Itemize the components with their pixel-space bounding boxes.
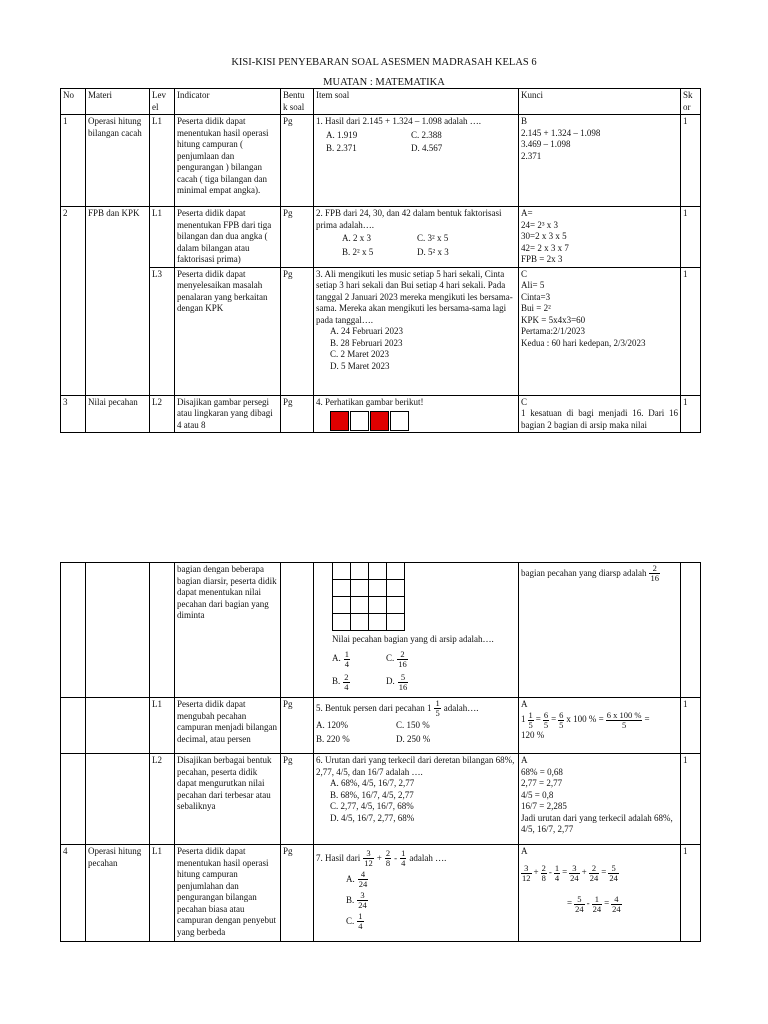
header-materi: Materi xyxy=(86,89,150,115)
table-header-row xyxy=(61,89,701,115)
row-level: L2 xyxy=(150,395,175,433)
table-row xyxy=(61,267,701,395)
row-materi xyxy=(86,754,150,845)
row-kunci xyxy=(519,207,681,268)
row-level: L2 xyxy=(150,754,175,845)
row-materi: Operasi hitung pecahan xyxy=(86,845,150,942)
table-row xyxy=(61,207,701,268)
option-c: C. 2.388 xyxy=(411,129,442,140)
shaded-square xyxy=(370,411,389,431)
row-indikator: Peserta didik dapat menentukan hasil operasi hitung campuran ( penjumlaan dan pengurangan ) bilangan cacah ( tiga bilangan dan minimal empat angka). xyxy=(175,115,281,207)
kunci-line: A= xyxy=(521,208,533,218)
kunci-line: bagian pecahan yang diarsp adalah xyxy=(521,567,647,578)
header-item-soal: Item soal xyxy=(314,89,519,115)
square xyxy=(350,411,369,431)
row-bentuk: Pg xyxy=(281,698,314,754)
square xyxy=(390,411,409,431)
kunci-line: 16/7 = 2,285 xyxy=(521,801,567,811)
option-d: D. 250 % xyxy=(396,733,431,744)
row-item-soal xyxy=(314,207,519,268)
header-no: No xyxy=(61,89,86,115)
row-item-soal xyxy=(314,563,519,698)
option-b: B. 2² x 5 xyxy=(342,246,374,257)
row-indikator: Peserta didik dapat mengubah pecahan campuran menjadi bilangan decimal, atau persen xyxy=(175,698,281,754)
option-a: A. 24 Februari 2023 xyxy=(330,326,403,336)
header-indikator: Indicator xyxy=(175,89,281,115)
header-level: Lev el xyxy=(150,89,175,115)
row-level: L1 xyxy=(150,698,175,754)
question-text: 6. Urutan dari yang terkecil dari deretan bilangan 68%, 2,77, 4/5, dan 16/7 adalah …. xyxy=(316,755,515,777)
kunci-line: 24= 2³ x 3 xyxy=(521,219,559,230)
kunci-line: Kedua : 60 hari kedepan, 2/3/2023 xyxy=(521,337,646,348)
kunci-line: KPK = 5x4x3=60 xyxy=(521,314,586,325)
option-d-label: D. xyxy=(386,676,395,687)
header-bentuk-soal: Bentu k soal xyxy=(281,89,314,115)
header-skor: Sk or xyxy=(681,89,701,115)
table-row xyxy=(61,754,701,845)
option-c: C. 2,77, 4/5, 16/7, 68% xyxy=(330,801,414,811)
row-bentuk: Pg xyxy=(281,395,314,433)
document-title: KISI-KISI PENYEBARAN SOAL ASESMEN MADRASAH KELAS 6 xyxy=(231,57,537,68)
table-row xyxy=(61,698,701,754)
option-a: A. 120% xyxy=(316,720,348,730)
kunci-line: 1 kesatuan di bagi menjadi 16. Dari 16 bagian 2 bagian di arsip maka nilai xyxy=(521,408,678,430)
row-item-soal xyxy=(314,115,519,207)
row-item-soal xyxy=(314,267,519,395)
kunci-line: Jadi urutan dari yang terkecil adalah 68%, 4/5, 16/7, 2,77 xyxy=(521,812,673,834)
row-level: L1 xyxy=(150,115,175,207)
kunci-line: A xyxy=(521,699,528,709)
row-skor: 1 xyxy=(681,207,701,268)
option-d: D. 5² x 3 xyxy=(417,246,449,257)
row-kunci xyxy=(519,267,681,395)
fraction: $\frac{1}{4}$ xyxy=(344,648,349,669)
row-bentuk xyxy=(281,563,314,698)
question-text: 3. Ali mengikuti les music setiap 5 hari sekali, Cinta setiap 3 hari sekali dan Bui setiap 4 hari sekali. Pada tanggal 2 Januari 2023 mereka mengikuti les bersama-sama. Mereka akan mengikuti les bersama-sama lagi pada tanggal…. xyxy=(316,268,513,325)
row-materi: FPB dan KPK xyxy=(86,207,150,396)
row-kunci xyxy=(519,115,681,207)
kunci-line: Pertama:2/1/2023 xyxy=(521,326,585,336)
kunci-line: 2.145 + 1.324 – 1.098 xyxy=(521,127,601,138)
table-row xyxy=(61,845,701,942)
fraction: $\frac{1}{5}$ xyxy=(435,698,440,718)
fraction: $\frac{5}{16}$ xyxy=(398,671,408,692)
option-d: D. 4/5, 16/7, 2,77, 68% xyxy=(330,812,415,823)
option-a: A. 1.919 xyxy=(326,129,358,140)
row-kunci xyxy=(519,754,681,845)
row-kunci xyxy=(519,563,681,698)
kunci-line: 30=2 x 3 x 5 xyxy=(521,231,567,241)
row-no xyxy=(61,754,86,845)
row-no: 1 xyxy=(61,115,86,207)
option-d: D. 5 Maret 2023 xyxy=(330,360,390,371)
row-skor xyxy=(681,563,701,698)
row-kunci: A $\frac{3}{12}$ + $\frac{2}{8}$ - $\frac{1}{4}$ = $\frac{3}{24}$ + $\frac{2}{24}$ = $\frac{5}{24}$ = $\frac{5}{24}$ - $\frac{1}{24}$ = $\frac{4}{24}$ xyxy=(519,845,681,942)
question-text: adalah …. xyxy=(409,852,447,863)
question-text: 5. Bentuk persen dari pecahan 1 xyxy=(316,702,432,713)
kunci-line: 2,77 = 2,77 xyxy=(521,778,563,788)
kunci-line: 120 % xyxy=(521,729,545,740)
kunci-line: C xyxy=(521,268,528,279)
row-item-soal xyxy=(314,698,519,754)
option-a-label: A. xyxy=(332,653,341,664)
row-level: L3 xyxy=(150,267,175,395)
row-materi xyxy=(86,698,150,754)
fraction: $\frac{2}{4}$ xyxy=(344,671,349,692)
row-skor: 1 xyxy=(681,395,701,433)
option-c-label: C. xyxy=(386,653,395,664)
kunci-line: B xyxy=(521,116,528,126)
row-item-soal xyxy=(314,754,519,845)
table-row xyxy=(61,115,701,207)
question-text: adalah…. xyxy=(443,702,479,713)
kunci-line: A xyxy=(521,755,528,765)
kunci-line: 42= 2 x 3 x 7 xyxy=(521,242,569,253)
option-b: B. 2.371 xyxy=(326,143,357,153)
kunci-line: 3.469 – 1.098 xyxy=(521,139,571,149)
row-item-soal xyxy=(314,395,519,433)
question-text: 2. FPB dari 24, 30, dan 42 dalam bentuk faktorisasi prima adalah…. xyxy=(316,208,502,230)
row-indikator: bagian dengan beberapa bagian diarsir, peserta didik dapat menentukan nilai pecahan dari bagian yang diminta xyxy=(175,563,281,698)
row-kunci: A 1 $\frac{1}{5}$ = $\frac{6}{5}$ = $\frac{6}{5}$ x 100 % = $\frac{6 x 100 \%}{5}$ = 120 % xyxy=(519,698,681,754)
row-level: L1 xyxy=(150,207,175,268)
row-bentuk: Pg xyxy=(281,267,314,395)
fraction: $\frac{2}{16}$ xyxy=(398,648,407,669)
option-b: B. 220 % xyxy=(316,733,350,744)
question-text: 4. Perhatikan gambar berikut! xyxy=(316,396,424,407)
row-level xyxy=(150,563,175,698)
shaded-square xyxy=(330,411,349,431)
header-kunci: Kunci xyxy=(519,89,681,115)
row-indikator: Peserta didik dapat menentukan FPB dari tiga bilangan dan dua angka ( dalam bilangan atau faktorisasi prima) xyxy=(175,207,281,268)
row-no: 4 xyxy=(61,845,86,942)
kunci-line: Ali= 5 xyxy=(521,280,545,290)
table-row xyxy=(61,563,701,698)
option-d: D. 4.567 xyxy=(411,143,443,153)
row-skor: 1 xyxy=(681,754,701,845)
kunci-line: A xyxy=(521,846,528,856)
row-no xyxy=(61,563,86,698)
row-bentuk: Pg xyxy=(281,845,314,942)
row-indikator: Disajikan berbagai bentuk pecahan, peserta didik dapat mengurutkan nilai pecahan dari terbesar atau sebaliknya xyxy=(175,754,281,845)
option-c: C. 2 Maret 2023 xyxy=(330,349,389,359)
kunci-line: 2.371 xyxy=(521,150,542,161)
question-text: 7. Hasil dari xyxy=(316,852,361,863)
option-c-label: C. xyxy=(346,915,355,926)
row-materi: Nilai pecahan xyxy=(86,395,150,433)
row-no: 3 xyxy=(61,395,86,433)
grid-figure xyxy=(332,563,405,631)
option-a: A. 2 x 3 xyxy=(342,233,371,243)
row-indikator: Disajikan gambar persegi atau lingkaran yang dibagi 4 atau 8 xyxy=(175,395,281,433)
question-text: 1. Hasil dari 2.145 + 1.324 – 1.098 adalah …. xyxy=(316,116,482,126)
row-kunci xyxy=(519,395,681,433)
kunci-line: 68% = 0,68 xyxy=(521,766,563,777)
row-level: L1 xyxy=(150,845,175,942)
option-a-label: A. xyxy=(346,873,355,884)
option-c: C. 150 % xyxy=(396,720,430,730)
document-subtitle: MUATAN : MATEMATIKA xyxy=(323,77,445,88)
row-skor: 1 xyxy=(681,698,701,754)
kunci-line: C xyxy=(521,396,528,407)
row-materi: Operasi hitung bilangan cacah xyxy=(86,115,150,207)
table-row xyxy=(61,395,701,433)
row-item-soal: 7. Hasil dari $\frac{3}{12}$ + $\frac{2}{8}$ - $\frac{1}{4}$ adalah …. A. $\frac{4}{24}$ B. $\frac{3}{24}$ C. $\frac{1}{4}$ xyxy=(314,845,519,942)
option-b-label: B. xyxy=(346,894,355,905)
kunci-line: Bui = 2² xyxy=(521,303,551,313)
kunci-line: 4/5 = 0,8 xyxy=(521,789,554,800)
question-text: Nilai pecahan bagian yang di arsip adalah…. xyxy=(332,634,494,644)
option-b: B. 68%, 16/7, 4/5, 2,77 xyxy=(330,789,414,800)
row-skor: 1 xyxy=(681,115,701,207)
row-no: 2 xyxy=(61,207,86,396)
row-no xyxy=(61,698,86,754)
kisi-kisi-table-page1 xyxy=(60,88,701,433)
shaded-squares-figure xyxy=(330,411,516,431)
row-skor: 1 xyxy=(681,845,701,942)
row-bentuk: Pg xyxy=(281,207,314,268)
row-bentuk: Pg xyxy=(281,754,314,845)
option-c: C. 3² x 5 xyxy=(417,233,449,243)
kunci-line: FPB = 2x 3 xyxy=(521,254,563,264)
kunci-line: Cinta=3 xyxy=(521,291,551,302)
option-b-label: B. xyxy=(332,676,341,687)
fraction: $\frac{2}{16}$ xyxy=(650,563,659,583)
option-a: A. 68%, 4/5, 16/7, 2,77 xyxy=(330,778,415,788)
row-indikator: Peserta didik dapat menyelesaikan masalah penalaran yang berkaitan dengan KPK xyxy=(175,267,281,395)
row-indikator: Peserta didik dapat menentukan hasil operasi hitung campuran penjumlahan dan pengurangan bilangan pecahan biasa atau campuran dengan penyebut yang berbeda xyxy=(175,845,281,942)
row-skor: 1 xyxy=(681,267,701,395)
option-b: B. 28 Februari 2023 xyxy=(330,337,403,348)
kisi-kisi-table-page2 xyxy=(60,562,701,942)
row-bentuk: Pg xyxy=(281,115,314,207)
row-materi xyxy=(86,563,150,698)
